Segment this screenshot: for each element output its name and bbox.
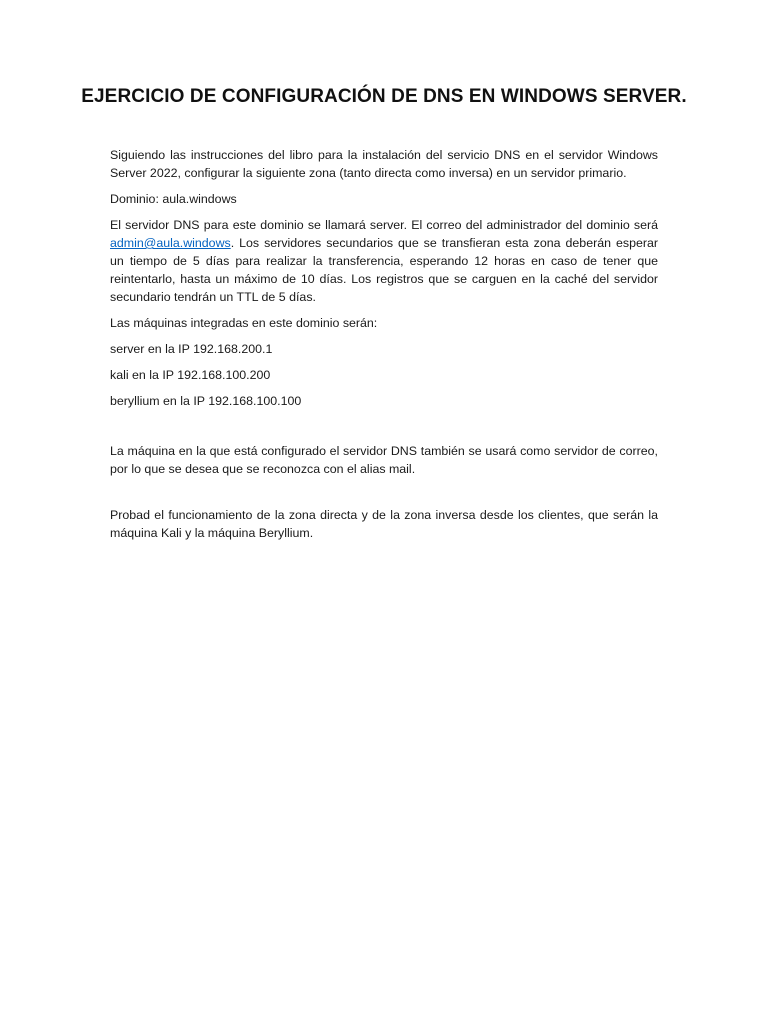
mail-alias-paragraph: La máquina en la que está configurado el servidor DNS también se usará como servidor de correo, por lo que se desea que se reconozca con el alias mail. — [110, 444, 658, 476]
machine-item-server: server en la IP 192.168.200.1 — [110, 342, 273, 356]
server-paragraph — [110, 216, 658, 306]
spacer — [110, 486, 658, 506]
testing-paragraph: Probad el funcionamiento de la zona directa y de la zona inversa desde los clientes, que serán la máquina Kali y la máquina Beryllium. — [110, 508, 658, 540]
server-paragraph-text-after: . Los servidores secundarios que se transfieran esta zona deberán esperar un tiempo de 5 días para realizar la transferencia, esperando 12 horas en caso de tener que reintentarlo, hasta un máximo de 10 días. Los registros que se carguen en la caché del servidor secundario tendrán un TTL de 5 días. — [110, 236, 658, 304]
machine-item-kali: kali en la IP 192.168.100.200 — [110, 368, 271, 382]
intro-paragraph: Siguiendo las instrucciones del libro para la instalación del servicio DNS en el servidor Windows Server 2022, configurar la siguiente zona (tanto directa como inversa) en un servidor primario. — [110, 148, 658, 180]
machines-heading: Las máquinas integradas en este dominio serán: — [110, 316, 378, 330]
domain-line: Dominio: aula.windows — [110, 192, 237, 206]
admin-email-link[interactable]: admin@aula.windows — [110, 236, 231, 250]
machine-item-beryllium: beryllium en la IP 192.168.100.100 — [110, 394, 302, 408]
document-body — [110, 146, 658, 550]
spacer — [110, 418, 658, 442]
document-title: EJERCICIO DE CONFIGURACIÓN DE DNS EN WINDOWS SERVER. — [81, 86, 687, 107]
server-paragraph-text-before: El servidor DNS para este dominio se llamará server. El correo del administrador del dominio será — [110, 218, 658, 232]
